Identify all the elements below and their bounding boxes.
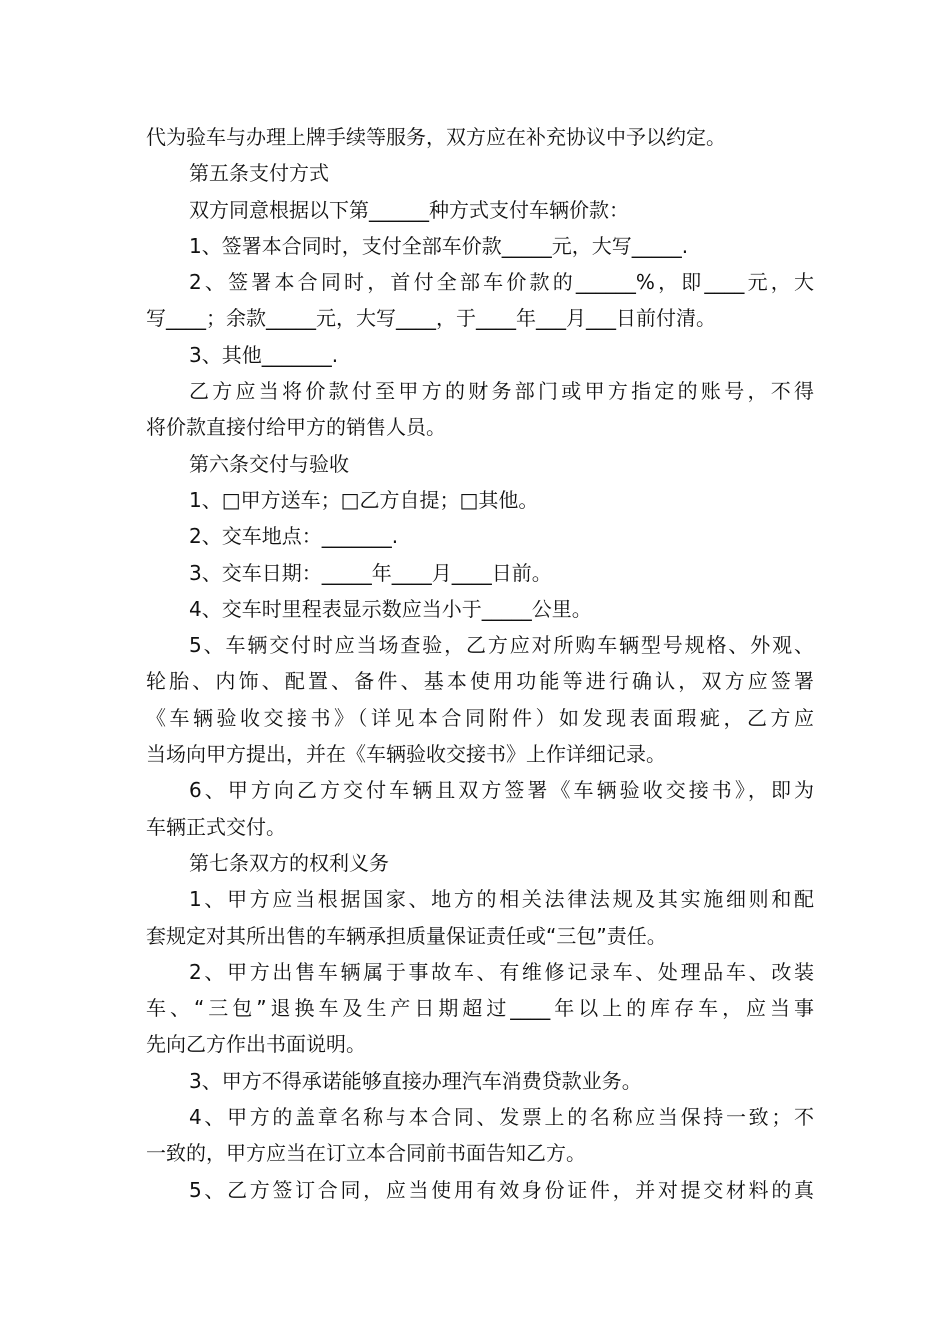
text-line: 3、交车日期：_____年____月____日前。	[189, 560, 552, 585]
text-line: 3、其他_______.	[189, 342, 339, 367]
text-line: 5、车辆交付时应当场查验，乙方应对所购车辆型号规格、外观、	[189, 633, 814, 658]
text-line: 车、“三包”退换车及生产日期超过____年以上的库存车，应当事	[146, 996, 814, 1021]
text-line: 乙方应当将价款付至甲方的财务部门或甲方指定的账号，不得	[189, 379, 814, 404]
text-line: 第六条交付与验收	[189, 451, 349, 476]
text-line: 2、甲方出售车辆属于事故车、有维修记录车、处理品车、改装	[189, 959, 814, 984]
text-line: 1、□甲方送车；□乙方自提；□其他。	[189, 487, 539, 512]
text-line: 套规定对其所出售的车辆承担质量保证责任或“三包”责任。	[146, 923, 667, 948]
text-line: 4、甲方的盖章名称与本合同、发票上的名称应当保持一致；不	[189, 1105, 814, 1130]
text-line: 1、甲方应当根据国家、地方的相关法律法规及其实施细则和配	[189, 887, 814, 912]
text-line: 当场向甲方提出，并在《车辆验收交接书》上作详细记录。	[146, 742, 666, 767]
text-line: 一致的，甲方应当在订立本合同前书面告知乙方。	[146, 1141, 586, 1166]
text-line: 轮胎、内饰、配置、备件、基本使用功能等进行确认，双方应签署	[146, 669, 814, 694]
text-line: 代为验车与办理上牌手续等服务，双方应在补充协议中予以约定。	[146, 125, 726, 149]
text-line: 车辆正式交付。	[146, 814, 286, 839]
document-body	[146, 119, 814, 1208]
text-line: 6、甲方向乙方交付车辆且双方签署《车辆验收交接书》，即为	[189, 778, 814, 803]
text-line: 先向乙方作出书面说明。	[146, 1032, 366, 1057]
text-line: 《车辆验收交接书》（详见本合同附件）如发现表面瑕疵，乙方应	[146, 705, 814, 730]
text-line: 写____；余款_____元，大写____，于____年___月___日前付清。	[146, 306, 716, 331]
text-line: 5、乙方签订合同，应当使用有效身份证件，并对提交材料的真	[189, 1177, 814, 1202]
text-line: 1、签署本合同时，支付全部车价款_____元，大写_____.	[189, 233, 689, 258]
text-line: 2、交车地点：_______.	[189, 524, 399, 549]
text-line: 4、交车时里程表显示数应当小于_____公里。	[189, 596, 592, 621]
text-line: 第五条支付方式	[189, 161, 329, 186]
text-line: 双方同意根据以下第______种方式支付车辆价款：	[189, 197, 629, 222]
text-line: 2、签署本合同时，首付全部车价款的______%，即____元，大	[189, 270, 814, 295]
text-line: 第七条双方的权利义务	[189, 850, 389, 875]
text-line: 将价款直接付给甲方的销售人员。	[146, 415, 446, 440]
text-line: 3、甲方不得承诺能够直接办理汽车消费贷款业务。	[189, 1068, 642, 1093]
